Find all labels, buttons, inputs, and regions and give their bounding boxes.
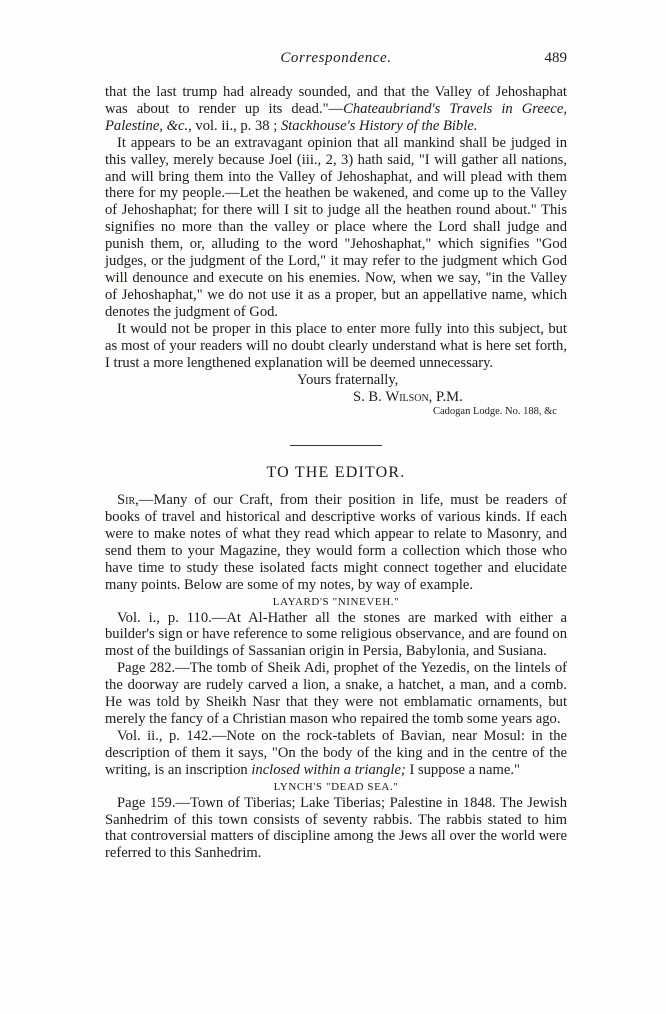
running-head xyxy=(105,50,567,74)
paragraph: It would not be proper in this place to enter more fully into this subject, but as most of your readers will no doubt clearly understand what is here set forth, I trust a more lengthened explanation will be deemed unnecessary. xyxy=(105,320,567,371)
paragraph: Page 282.—The tomb of Sheik Adi, prophet of the Yezedis, on the lintels of the doorway are rudely carved a lion, a snake, a hatchet, a man, and a comb. He was told by Sheikh Nasr that they were not emblamatic ornaments, but merely the fancy of a Christian mason who repaired the tomb some years ago. xyxy=(105,660,567,727)
signature: S. B. Wilson, P.M. xyxy=(353,389,463,406)
emphasis: inclosed within a triangle; xyxy=(251,761,406,778)
lodge-line: Cadogan Lodge. No. 188, &c xyxy=(433,406,557,418)
signature-block xyxy=(105,372,567,418)
citation: Stackhouse's History of the Bible. xyxy=(280,117,478,134)
paragraph: Page 159.—Town of Tiberias; Lake Tiberias; Palestine in 1848. The Jewish Sanhedrim of this town consists of seventy rabbis. The rabbis stated to him that controversial matters of discipline among the Jews all over the world were referred to this Sanhedrim. xyxy=(105,794,567,862)
section-title: TO THE EDITOR. xyxy=(266,464,406,482)
closing: Yours fraternally, xyxy=(297,372,399,389)
citation: Chateaubriand's Travels in Greece, Palestine, &c. xyxy=(105,100,567,134)
subheading: LAYARD'S "NINEVEH." xyxy=(272,595,400,608)
page-number: 489 xyxy=(544,50,567,66)
paragraph: Vol. i., p. 110.—At Al-Hather all the stones are marked with either a builder's sign or have reference to some religious observance, and are found on most of the buildings of Sassanian origin in Persia, Babylonia, and Susiana. xyxy=(105,609,567,660)
salutation: Sir xyxy=(117,492,136,509)
letter xyxy=(105,465,567,862)
section-divider xyxy=(290,445,382,446)
letter-continued xyxy=(105,84,567,418)
subheading: LYNCH'S "DEAD SEA." xyxy=(273,780,399,793)
paragraph: that the last trump had already sounded, and that the Valley of Jehoshaphat was about to render up its dead."—Chateaubriand's Travels in Greece, Palestine, &c., vol. ii., p. 38 ; Stackhouse's History of the Bible. xyxy=(105,84,567,134)
page-content xyxy=(105,50,567,862)
paragraph: Vol. ii., p. 142.—Note on the rock-tablets of Bavian, near Mosul: in the description of them it says, "On the body of the king and in the centre of the writing, is an inscription inclosed within a triangle; I suppose a name." xyxy=(105,727,567,778)
running-head-title: Correspondence. xyxy=(280,50,392,66)
paragraph: It appears to be an extravagant opinion that all mankind shall be judged in this valley, merely because Joel (iii., 2, 3) hath said, "I will gather all nations, and will bring them into the Valley of Jehoshaphat, and will plead with them there for my people.—Let the heathen be wakened, and come up to the Valley of Jehoshaphat; for there will I sit to judge all the heathen round about." This signifies no more than the valley or place where the Lord shall judge and punish them, or, alluding to the word "Jehoshaphat," which signifies "God judges, or the judgment of the Lord," it may refer to the judgment which God will denounce and execute on his enemies. Now, when we say, "in the Valley of Jehoshaphat," we do not use it as a proper, but an appellative name, which denotes the judgment of God. xyxy=(105,134,567,320)
paragraph: Sir,—Many of our Craft, from their position in life, must be readers of books of travel and historical and descriptive works of various kinds. If each were to make notes of what they read which appear to relate to Masonry, and send them to your Magazine, they would form a collection which those who have time to study these isolated facts might connect together and elucidate many points. Below are some of my notes, by way of example. xyxy=(105,492,567,593)
